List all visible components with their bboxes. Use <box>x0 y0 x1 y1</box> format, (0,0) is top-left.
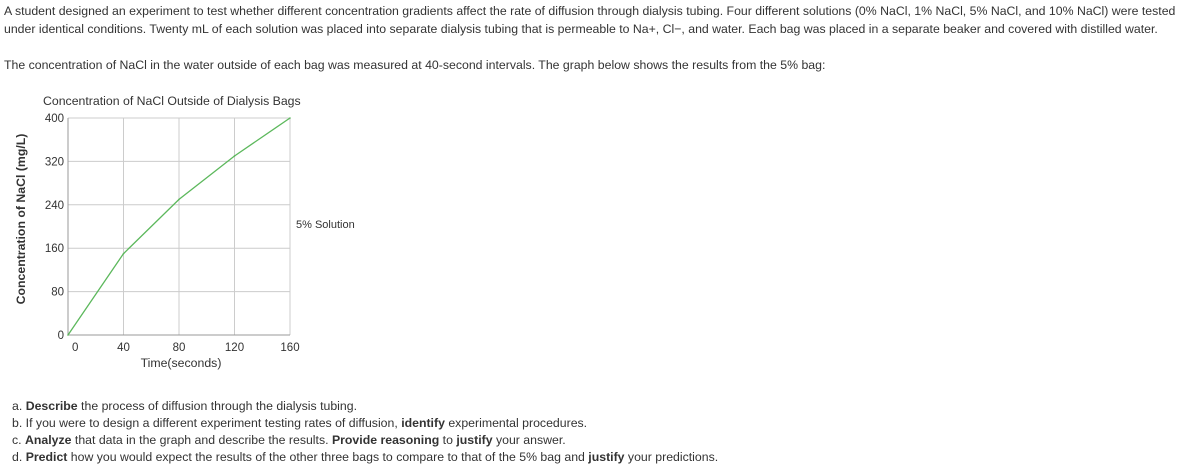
x-axis-label: Time(seconds) <box>140 356 222 370</box>
y-tick-label: 320 <box>44 156 64 169</box>
question-b <box>12 415 587 431</box>
grid <box>68 118 290 335</box>
intro-paragraph-1: A student designed an experiment to test whether different concentration gradients affect the rate of diffusion through dialysis tubing. Four different solutions (0% NaCl, 1% NaCl, 5% NaCl, and 10% NaCl) were tested under identical conditions. Twenty mL of each solution was placed into separate dialysis tubing that is permeable to Na+, Cl−, and water. Each bag was placed in a separate beaker and covered with distilled water. <box>4 4 1176 36</box>
emphasis-text: justify <box>456 433 493 447</box>
x-tick-label: 0 <box>72 342 79 354</box>
y-tick-label: 400 <box>44 113 64 125</box>
question-prefix: c. <box>12 433 22 447</box>
data-point <box>234 155 236 157</box>
x-tick-label: 80 <box>172 342 186 354</box>
question-prefix: b. <box>12 416 23 430</box>
question-text: experimental procedures. <box>444 416 588 430</box>
question-prefix: d. <box>12 450 23 464</box>
data-point <box>123 253 125 255</box>
data-point <box>67 334 69 336</box>
y-tick-label: 80 <box>51 286 64 299</box>
intro-paragraph-2: The concentration of NaCl in the water outside of each bag was measured at 40-second intervals. The graph below shows the results from the 5% bag: <box>4 58 826 72</box>
series-label: 5% Solution <box>296 219 355 231</box>
emphasis-text: justify <box>588 450 625 464</box>
emphasis-text: Describe <box>25 399 78 413</box>
question-text: If you were to design a different experiment testing rates of diffusion, <box>22 416 402 430</box>
y-axis-label: Concentration of NaCl (mg/L) <box>14 133 28 305</box>
y-tick-label: 0 <box>57 330 64 342</box>
emphasis-text: identify <box>401 416 445 430</box>
data-point <box>178 199 180 201</box>
emphasis-text: Predict <box>25 450 68 464</box>
tick-labels <box>45 113 300 354</box>
question-prefix: a. <box>12 399 23 413</box>
line-chart <box>0 88 380 388</box>
series <box>67 117 355 336</box>
question-a <box>12 398 357 414</box>
data-point <box>289 117 291 119</box>
y-tick-label: 240 <box>44 199 64 212</box>
chart-title: Concentration of NaCl Outside of Dialysis Bags <box>43 94 301 108</box>
emphasis-text: Analyze <box>25 433 72 447</box>
question-text: your answer. <box>492 433 566 447</box>
question-c <box>12 432 566 448</box>
emphasis-text: Provide reasoning <box>331 433 440 447</box>
question-text: how you would expect the results of the other three bags to compare to that of the 5% bag and <box>67 450 589 464</box>
question-text: your predictions. <box>624 450 719 464</box>
y-tick-label: 160 <box>44 243 64 256</box>
x-tick-label: 40 <box>117 342 130 354</box>
x-tick-label: 160 <box>280 342 300 354</box>
question-d <box>12 449 718 465</box>
question-text: that data in the graph and describe the results. <box>71 433 332 447</box>
question-text: to <box>439 433 457 447</box>
question-text: the process of diffusion through the dialysis tubing. <box>77 399 357 413</box>
x-tick-label: 120 <box>224 342 245 354</box>
